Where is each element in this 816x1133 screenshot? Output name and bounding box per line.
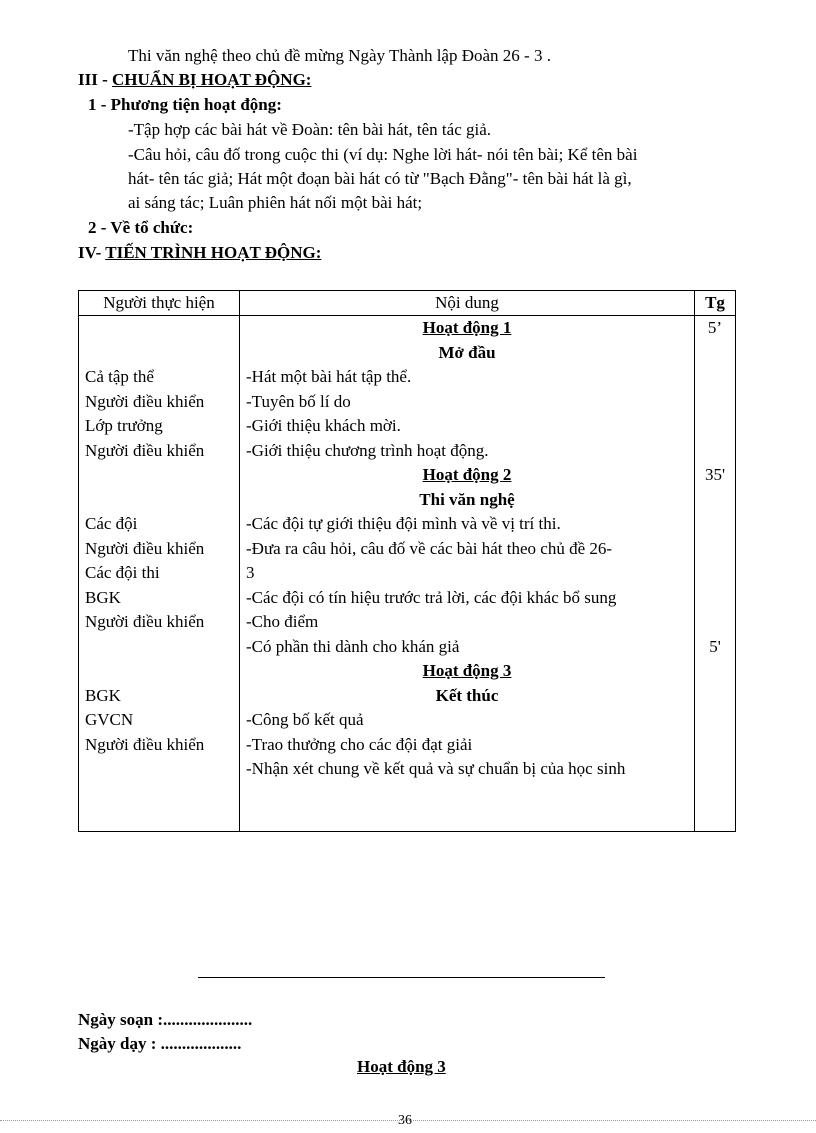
content-cell: -Giới thiệu khách mời. <box>246 416 401 435</box>
content-cell: -Hát một bài hát tập thể. <box>246 367 412 386</box>
activity-1-heading: Hoạt động 1 <box>422 318 512 337</box>
performer-cell: Người điều khiển <box>85 538 205 558</box>
subsection-1-title: Phương tiện hoạt động: <box>110 95 282 114</box>
time-cell: 5' <box>709 636 721 656</box>
performer-cell: Người điều khiển <box>85 612 205 631</box>
intro-line: Thi văn nghệ theo chủ đề mừng Ngày Thành lập Đoàn 26 - 3 . <box>128 46 551 65</box>
page-number: 36 <box>398 1113 412 1128</box>
activity-2-subtitle: Thi văn nghệ <box>419 489 515 509</box>
section-4-number: IV- <box>78 243 102 262</box>
teach-date: Ngày dạy : ................... <box>78 1034 242 1053</box>
subsection-2-number: 2 - <box>88 218 107 237</box>
subsection-2-heading <box>88 216 193 240</box>
section-3-number: III - <box>78 70 108 89</box>
content-cell: -Có phần thi dành cho khán giả <box>246 636 460 656</box>
content-cell: -Công bố kết quả <box>246 710 364 729</box>
content-cell: -Các đội tự giới thiệu đội mình và về vị trí thi. <box>246 514 561 533</box>
table-body-row <box>79 316 736 832</box>
section-4-heading <box>78 241 321 265</box>
bullet-songs: -Tập hợp các bài hát về Đoàn: tên bài hát, tên tác giả. <box>128 120 492 139</box>
performer-cell: Cả tập thể <box>85 367 154 386</box>
performer-cell: Các đội <box>85 514 138 533</box>
content-cell: -Tuyên bố lí do <box>246 391 351 411</box>
subsection-2-title: Về tổ chức: <box>110 218 194 237</box>
activity-table <box>78 290 736 832</box>
subsection-1-number: 1 - <box>88 95 107 114</box>
content-column <box>240 316 695 832</box>
bullet-questions-line2: hát- tên tác giả; Hát một đoạn bài hát có từ "Bạch Đằng"- tên bài hát là gì, <box>128 169 632 188</box>
content-cell: -Giới thiệu chương trình hoạt động. <box>246 440 489 460</box>
activity-1-subtitle: Mở đầu <box>438 342 496 362</box>
performer-cell: BGK <box>85 587 121 607</box>
performer-cell: Người điều khiển <box>85 734 205 754</box>
performer-cell: Lớp trưởng <box>85 416 163 435</box>
bullet-questions-line3: ai sáng tác; Luân phiên hát nối một bài hát; <box>128 193 423 212</box>
performer-cell: Người điều khiển <box>85 391 205 411</box>
page-bottom-dotted-line <box>0 1120 816 1121</box>
content-cell: 3 <box>246 563 255 582</box>
header-time: Tg <box>695 291 736 316</box>
divider-rule <box>198 977 605 978</box>
content-cell: -Trao thưởng cho các đội đạt giải <box>246 734 473 754</box>
activity-3-subtitle: Kết thúc <box>435 685 499 705</box>
section-3-heading <box>78 68 311 92</box>
header-performer: Người thực hiện <box>79 291 240 316</box>
prep-date: Ngày soạn :..................... <box>78 1010 253 1029</box>
performer-cell: BGK <box>85 685 121 705</box>
performer-cell: Người điều khiển <box>85 440 205 460</box>
activity-3-heading: Hoạt động 3 <box>422 661 512 680</box>
next-activity-title: Hoạt động 3 <box>357 1057 446 1076</box>
section-3-title: CHUẨN BỊ HOẠT ĐỘNG: <box>112 70 312 89</box>
header-content: Nội dung <box>240 291 695 316</box>
content-cell: -Cho điểm <box>246 612 319 631</box>
performer-cell: Các đội thi <box>85 563 160 582</box>
time-cell: 35' <box>704 465 726 484</box>
performer-cell: GVCN <box>85 710 134 729</box>
subsection-1-heading <box>88 93 282 117</box>
activity-2-heading: Hoạt động 2 <box>422 465 512 484</box>
content-cell: -Đưa ra câu hỏi, câu đố về các bài hát theo chủ đề 26- <box>246 538 613 558</box>
performer-column <box>79 316 240 832</box>
table-header-row <box>79 291 736 316</box>
time-cell: 5’ <box>707 318 723 337</box>
content-cell: -Các đội có tín hiệu trước trả lời, các đội khác bổ sung <box>246 587 617 607</box>
content-cell: -Nhận xét chung về kết quả và sự chuẩn bị của học sinh <box>246 759 626 778</box>
section-4-title: TIẾN TRÌNH HOẠT ĐỘNG: <box>105 243 322 262</box>
bullet-questions-line1: -Câu hỏi, câu đố trong cuộc thi (ví dụ: Nghe lời hát- nói tên bài; Kể tên bài <box>128 145 638 164</box>
time-column <box>695 316 736 832</box>
